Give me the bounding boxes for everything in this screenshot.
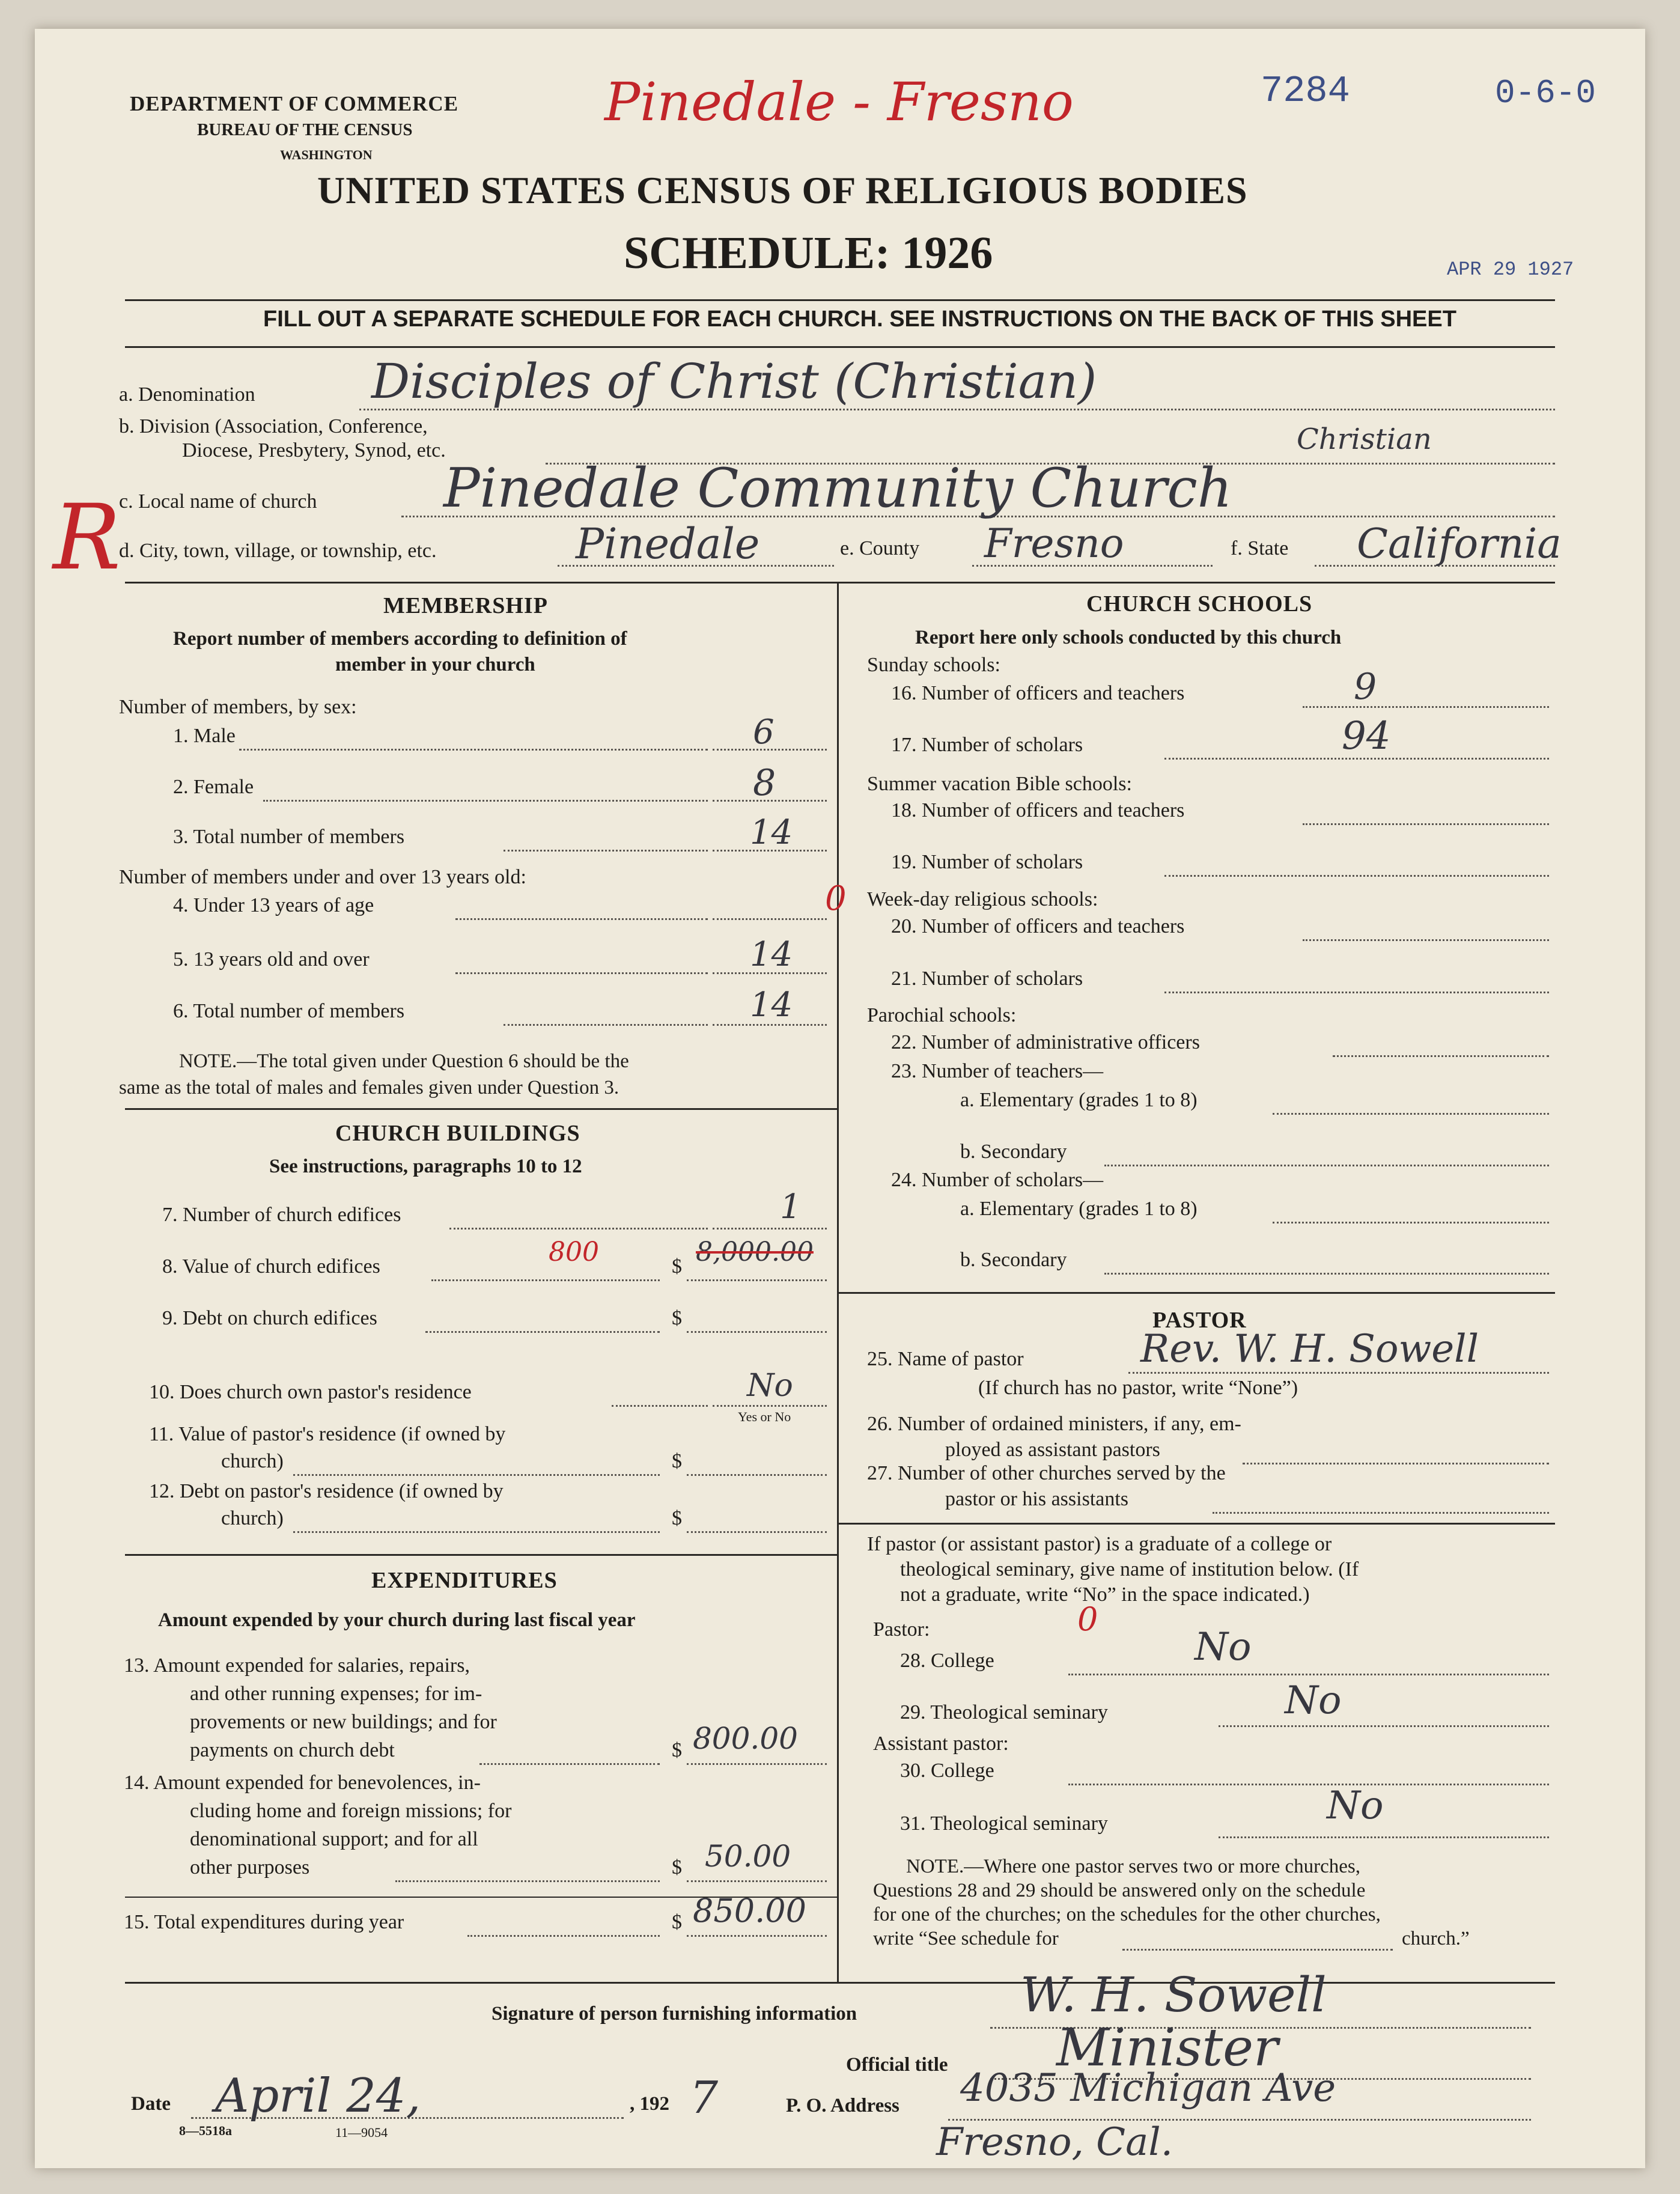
- q1-value: 6: [753, 713, 775, 752]
- city-value: Pinedale: [576, 519, 760, 568]
- city-label: d. City, town, village, or township, etc.: [119, 540, 437, 562]
- membership-note-2: same as the total of males and females given under Question 3.: [119, 1077, 619, 1099]
- signature-label: Signature of person furnishing information: [492, 2003, 857, 2025]
- year-value: 7: [690, 2072, 719, 2124]
- q16-value: 9: [1354, 666, 1377, 708]
- margin-mark-r: R: [53, 486, 121, 590]
- code-stamp: 0-6-0: [1495, 74, 1596, 112]
- q3-label: 3. Total number of members: [173, 826, 405, 848]
- q25-label: 25. Name of pastor: [867, 1348, 1024, 1370]
- sunday-label: Sunday schools:: [867, 654, 1000, 676]
- pastor-mark: 0: [1077, 1600, 1098, 1638]
- signature-value: W. H. Sowell: [1020, 1967, 1327, 2023]
- q6-value: 14: [750, 986, 793, 1025]
- division-value: Christian: [1297, 422, 1432, 456]
- q16-label: 16. Number of officers and teachers: [891, 682, 1185, 704]
- denomination-label: a. Denomination: [119, 383, 255, 406]
- handwritten-place: Pinedale - Fresno: [604, 71, 1074, 133]
- bureau-heading: BUREAU OF THE CENSUS: [197, 120, 413, 139]
- q13-label: 13. Amount expended for salaries, repairs,: [124, 1654, 470, 1677]
- graduate-instruction-1: If pastor (or assistant pastor) is a graduate of a college or: [867, 1533, 1332, 1555]
- q1-label: 1. Male: [173, 725, 236, 747]
- q22-label: 22. Number of administrative officers: [891, 1031, 1200, 1053]
- q14-label-3: denominational support; and for all: [190, 1828, 478, 1850]
- department-heading: DEPARTMENT OF COMMERCE: [130, 92, 459, 115]
- q24b-label: b. Secondary: [960, 1249, 1067, 1271]
- q12-label-2: church): [221, 1507, 284, 1529]
- q14-label-4: other purposes: [190, 1856, 310, 1879]
- form-number-2: 11—9054: [335, 2125, 388, 2140]
- q2-label: 2. Female: [173, 776, 254, 798]
- q23a-label: a. Elementary (grades 1 to 8): [960, 1089, 1198, 1111]
- q14-label-2: cluding home and foreign missions; for: [190, 1800, 512, 1822]
- q8-dollar: $: [672, 1255, 682, 1278]
- q12-dollar: $: [672, 1507, 682, 1529]
- q23-label: 23. Number of teachers—: [891, 1060, 1104, 1082]
- q24a-label: a. Elementary (grades 1 to 8): [960, 1198, 1198, 1220]
- pastor-note-5: church.”: [1402, 1928, 1470, 1949]
- received-date-stamp: APR 29 1927: [1447, 258, 1574, 281]
- q10-label: 10. Does church own pastor's residence: [149, 1381, 472, 1403]
- q13-value: 800.00: [693, 1721, 798, 1756]
- q4-label: 4. Under 13 years of age: [173, 894, 374, 916]
- q17-label: 17. Number of scholars: [891, 734, 1083, 756]
- q28-label: 28. College: [900, 1650, 994, 1672]
- po-address-line-2: Fresno, Cal.: [936, 2120, 1173, 2165]
- summer-label: Summer vacation Bible schools:: [867, 773, 1132, 795]
- expenditures-subhead: Amount expended by your church during last fiscal year: [158, 1609, 636, 1631]
- q7-label: 7. Number of church edifices: [162, 1204, 401, 1226]
- washington-heading: WASHINGTON: [280, 147, 373, 162]
- county-label: e. County: [840, 537, 920, 559]
- q14-value: 50.00: [705, 1839, 791, 1874]
- state-label: f. State: [1231, 537, 1289, 559]
- q8-struck-value: 8,000.00: [696, 1237, 814, 1267]
- graduate-instruction-3: not a graduate, write “No” in the space indicated.): [900, 1583, 1310, 1606]
- q18-label: 18. Number of officers and teachers: [891, 799, 1185, 821]
- parochial-label: Parochial schools:: [867, 1004, 1017, 1026]
- q9-dollar: $: [672, 1307, 682, 1329]
- q25-note: (If church has no pastor, write “None”): [978, 1377, 1298, 1399]
- local-name-label: c. Local name of church: [119, 490, 317, 513]
- pastor-note-1: NOTE.—Where one pastor serves two or more churches,: [906, 1856, 1360, 1877]
- q13-dollar: $: [672, 1739, 682, 1761]
- q17-value: 94: [1342, 714, 1391, 758]
- q14-dollar: $: [672, 1856, 682, 1879]
- q23b-label: b. Secondary: [960, 1141, 1067, 1163]
- schools-subhead: Report here only schools conducted by this church: [915, 627, 1342, 648]
- buildings-subhead: See instructions, paragraphs 10 to 12: [269, 1156, 582, 1177]
- schedule-number-stamp: 7284: [1261, 70, 1350, 112]
- date-label: Date: [131, 2093, 171, 2115]
- q13-label-2: and other running expenses; for im-: [190, 1683, 482, 1705]
- q15-dollar: $: [672, 1911, 682, 1933]
- q10-value: No: [747, 1368, 793, 1404]
- q11-dollar: $: [672, 1450, 682, 1472]
- q26-label-2: ployed as assistant pastors: [945, 1439, 1160, 1461]
- official-title-label: Official title: [846, 2054, 948, 2076]
- q28-value: No: [1195, 1625, 1252, 1669]
- denomination-value: Disciples of Christ (Christian): [371, 353, 1097, 409]
- q11-label: 11. Value of pastor's residence (if owned by: [149, 1423, 506, 1445]
- q31-value: No: [1327, 1784, 1384, 1828]
- membership-subhead-1: Report number of members according to definition of: [173, 628, 627, 650]
- q8-label: 8. Value of church edifices: [162, 1255, 380, 1278]
- q24-label: 24. Number of scholars—: [891, 1169, 1104, 1191]
- q14-label: 14. Amount expended for benevolences, in-: [124, 1772, 481, 1794]
- q25-value: Rev. W. H. Sowell: [1140, 1327, 1479, 1371]
- pastor-sublabel: Pastor:: [873, 1618, 930, 1641]
- q31-label: 31. Theological seminary: [900, 1812, 1108, 1835]
- form-number: 8—5518a: [179, 2123, 232, 2138]
- form-title: UNITED STATES CENSUS OF RELIGIOUS BODIES: [317, 169, 1248, 212]
- by-age-label: Number of members under and over 13 years old:: [119, 866, 526, 888]
- graduate-instruction-2: theological seminary, give name of institution below. (If: [900, 1558, 1359, 1580]
- membership-subhead-2: member in your church: [335, 654, 535, 675]
- q27-label: 27. Number of other churches served by the: [867, 1462, 1226, 1484]
- q20-label: 20. Number of officers and teachers: [891, 915, 1185, 937]
- schedule-title: SCHEDULE: 1926: [624, 228, 993, 278]
- official-title-value: Minister: [1056, 2018, 1279, 2078]
- membership-heading: MEMBERSHIP: [383, 593, 548, 618]
- q12-label: 12. Debt on pastor's residence (if owned by: [149, 1480, 504, 1502]
- assistant-pastor-sublabel: Assistant pastor:: [873, 1732, 1009, 1755]
- expenditures-heading: EXPENDITURES: [371, 1568, 558, 1593]
- q30-label: 30. College: [900, 1760, 994, 1782]
- q11-label-2: church): [221, 1450, 284, 1472]
- q13-label-4: payments on church debt: [190, 1739, 395, 1761]
- q5-value: 14: [750, 935, 793, 974]
- q27-label-2: pastor or his assistants: [945, 1488, 1129, 1510]
- po-address-line-1: 4035 Michigan Ave: [960, 2066, 1336, 2110]
- instruction-banner: FILL OUT A SEPARATE SCHEDULE FOR EACH CHURCH. SEE INSTRUCTIONS ON THE BACK OF THIS SHEET: [263, 306, 1456, 332]
- q2-value: 8: [753, 762, 776, 804]
- q5-label: 5. 13 years old and over: [173, 948, 370, 971]
- county-value: Fresno: [984, 520, 1124, 567]
- q4-value: 0: [825, 879, 847, 918]
- weekday-label: Week-day religious schools:: [867, 888, 1098, 910]
- census-schedule-sheet: [35, 29, 1645, 2168]
- q26-label: 26. Number of ordained ministers, if any, em-: [867, 1413, 1241, 1435]
- by-sex-label: Number of members, by sex:: [119, 696, 357, 718]
- q13-label-3: provements or new buildings; and for: [190, 1711, 497, 1733]
- year-prefix: , 192: [630, 2093, 669, 2115]
- pastor-heading: PASTOR: [1152, 1308, 1247, 1333]
- q29-label: 29. Theological seminary: [900, 1701, 1108, 1723]
- q6-label: 6. Total number of members: [173, 1000, 405, 1022]
- q15-value: 850.00: [693, 1892, 806, 1930]
- po-address-label: P. O. Address: [786, 2095, 899, 2116]
- state-value: California: [1357, 520, 1562, 568]
- q15-label: 15. Total expenditures during year: [124, 1911, 404, 1933]
- buildings-heading: CHURCH BUILDINGS: [335, 1121, 580, 1146]
- q8-value: 800: [549, 1237, 599, 1267]
- division-label: b. Division (Association, Conference,: [119, 415, 428, 437]
- division-label-2: Diocese, Presbytery, Synod, etc.: [182, 439, 446, 462]
- yes-or-no-hint: Yes or No: [738, 1409, 791, 1424]
- date-value: April 24,: [215, 2069, 421, 2123]
- q29-value: No: [1285, 1678, 1342, 1723]
- q21-label: 21. Number of scholars: [891, 967, 1083, 990]
- schools-heading: CHURCH SCHOOLS: [1086, 591, 1313, 617]
- q9-label: 9. Debt on church edifices: [162, 1307, 377, 1329]
- q19-label: 19. Number of scholars: [891, 851, 1083, 873]
- pastor-note-4: write “See schedule for: [873, 1928, 1059, 1949]
- q7-value: 1: [780, 1187, 802, 1227]
- membership-note-1: NOTE.—The total given under Question 6 should be the: [179, 1050, 629, 1072]
- pastor-note-2: Questions 28 and 29 should be answered only on the schedule: [873, 1880, 1366, 1901]
- q3-value: 14: [750, 813, 793, 852]
- pastor-note-3: for one of the churches; on the schedules for the other churches,: [873, 1904, 1381, 1925]
- local-name-value: Pinedale Community Church: [443, 457, 1232, 520]
